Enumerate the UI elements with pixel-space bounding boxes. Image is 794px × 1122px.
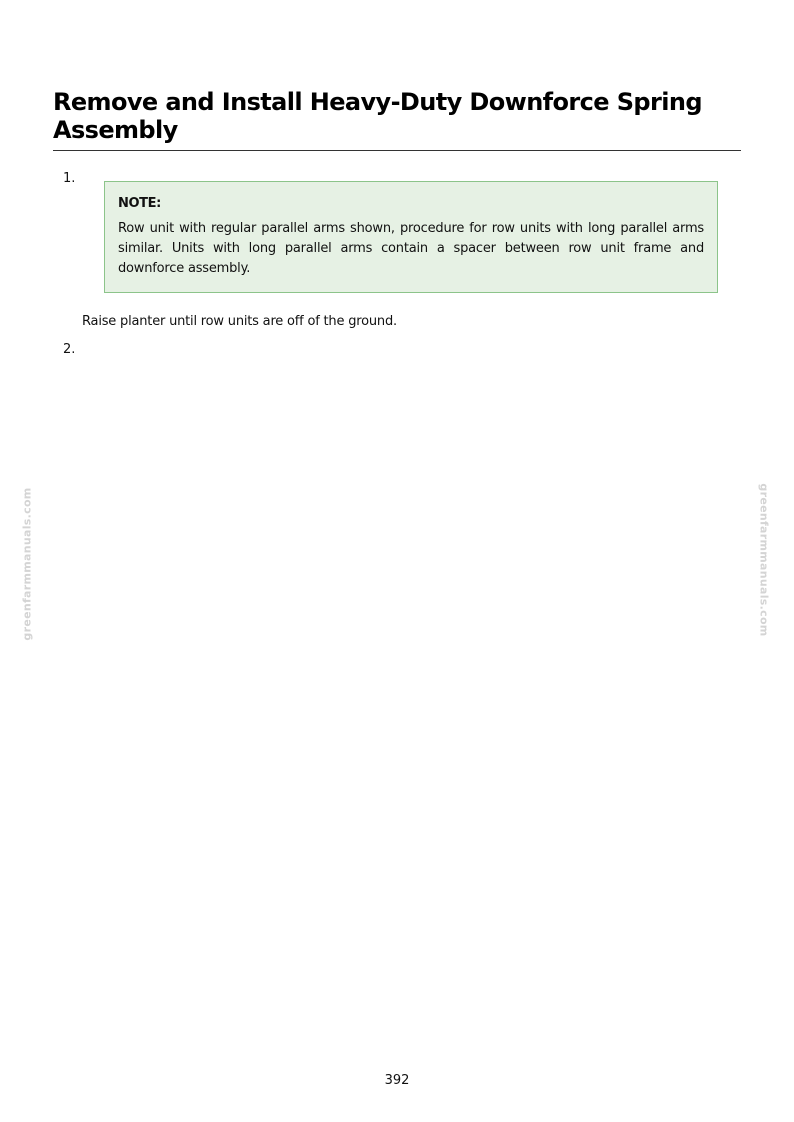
step-2-number: 2. [63, 342, 76, 357]
note-box [104, 181, 718, 293]
watermark-right: greenfarmmanuals.com [757, 483, 771, 637]
watermark-left: greenfarmmanuals.com [20, 487, 34, 641]
step-1-number: 1. [63, 171, 76, 186]
note-text: Row unit with regular parallel arms shown, procedure for row units with long parallel arms similar. Units with long parallel arms contain a spacer between row unit frame and downforce assembly. [118, 221, 704, 276]
page-title: Remove and Install Heavy-Duty Downforce Spring Assembly [53, 88, 702, 144]
page-number: 392 [384, 1073, 410, 1088]
title-divider [53, 150, 741, 151]
note-heading: NOTE: [118, 196, 161, 211]
step-1-text: Raise planter until row units are off of the ground. [82, 314, 397, 329]
